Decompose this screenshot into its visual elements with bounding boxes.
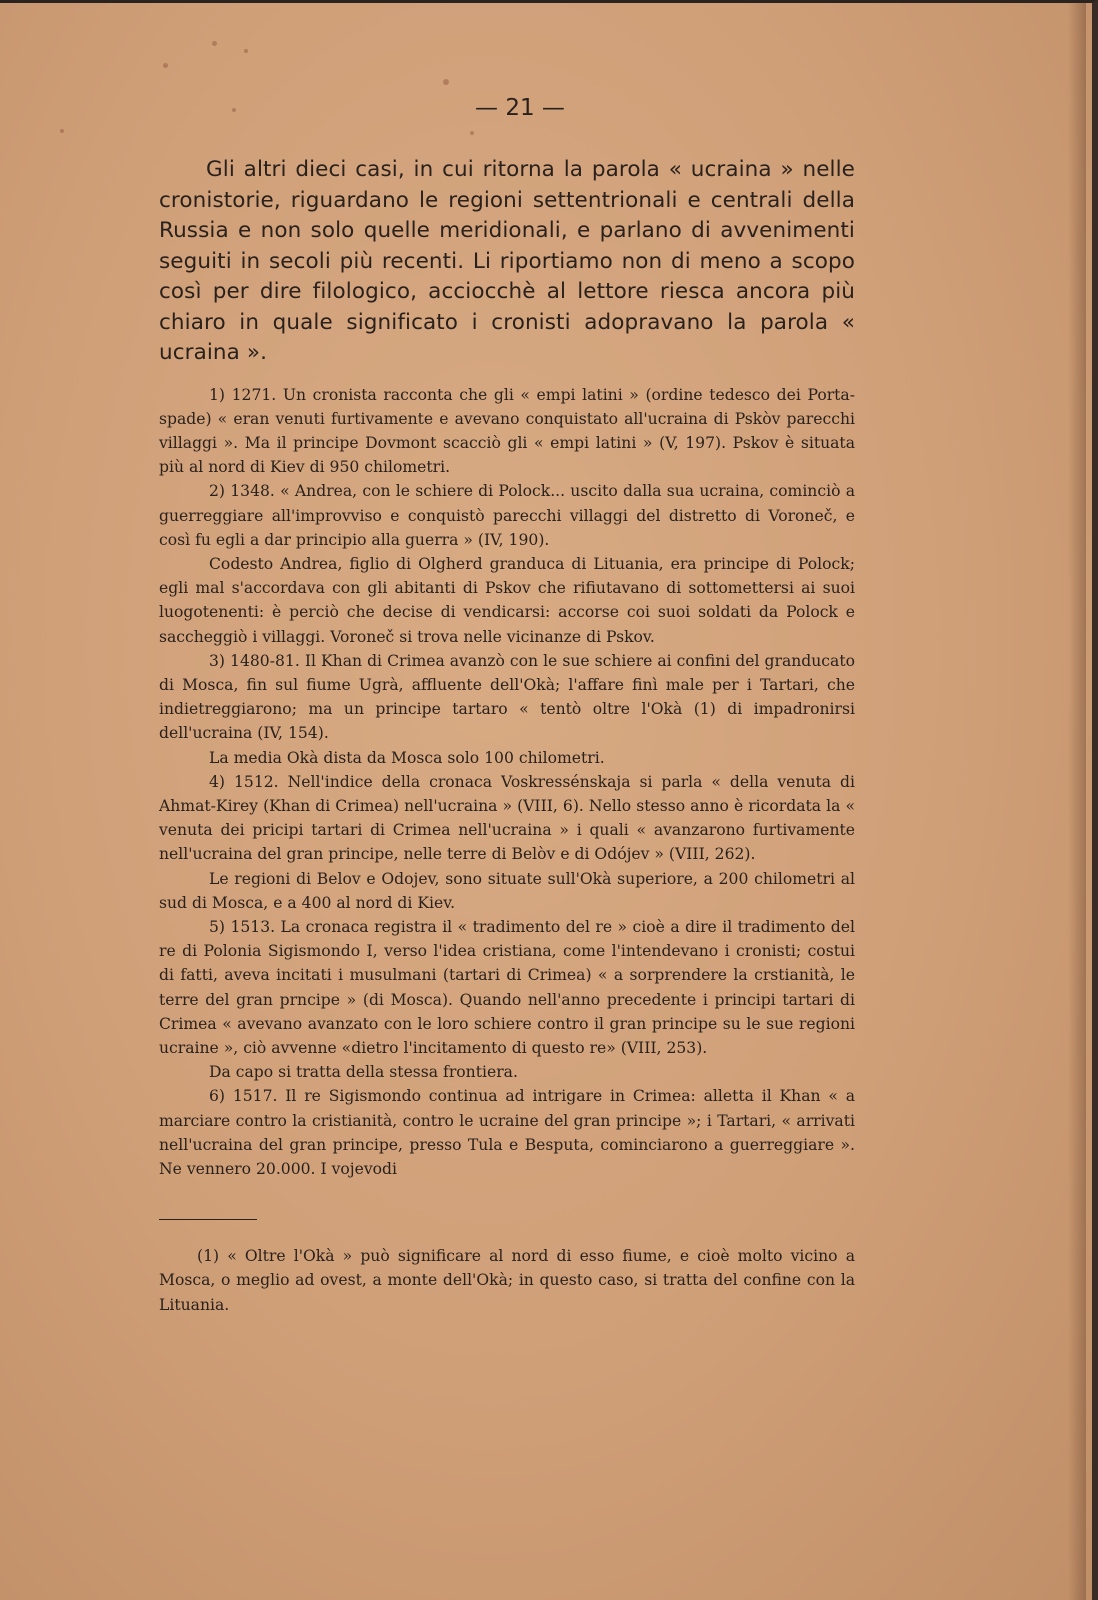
intro-section <box>159 155 855 369</box>
paper-speck <box>244 49 248 53</box>
footnote-section <box>159 1244 855 1317</box>
entry-paragraph: 2) 1348. « Andrea, con le schiere di Polock... uscito dalla sua ucraina, cominciò a guerreggiare all'improvviso e conquistò parecchi villaggi del distretto di Voroneč, e così fu egli a dar principio alla guerra » (IV, 190). <box>159 482 855 549</box>
intro-paragraph: Gli altri dieci casi, in cui ritorna la parola « ucraina » nelle cronistorie, riguardano le regioni settentrionali e centrali della Russia e non solo quelle meridionali, e parlano di avvenimenti seguiti in secoli più recenti. Li riportiamo non di meno a scopo così per dire filologico, acciocchè al lettore riesca ancora più chiaro in quale significato i cronisti adopravano la parola « ucraina ». <box>159 157 855 365</box>
entry-paragraph: Codesto Andrea, figlio di Olgherd granduca di Lituania, era principe di Polock; egli mal s'accordava con gli abitanti di Pskov che rifiutavano di sottomettersi ai suoi luogotenenti: è perciò che decise di vendicarsi: accorse coi suoi soldati da Polock e saccheggiò i villaggi. Voroneč si trova nelle vicinanze di Pskov. <box>159 554 855 646</box>
entry-paragraph: 6) 1517. Il re Sigismondo continua ad intrigare in Crimea: alletta il Khan « a marciare contro la cristianità, contro le ucraine del gran principe »; i Tartari, « arrivati nell'ucraina del gran principe, presso Tula e Besputa, cominciarono a guerreggiare ». Ne vennero 20.000. I vojevodi <box>159 1087 855 1178</box>
footnote-divider <box>159 1219 257 1220</box>
paper-speck <box>212 41 217 46</box>
entry-paragraph: Le regioni di Belov e Odojev, sono situate sull'Okà superiore, a 200 chilometri al sud di Mosca, e a 400 al nord di Kiev. <box>159 869 855 912</box>
paper-speck <box>470 131 474 135</box>
paper-speck <box>443 79 449 85</box>
page-body <box>159 155 855 1317</box>
chronicle-entries <box>159 383 855 1182</box>
entry-paragraph: 3) 1480-81. Il Khan di Crimea avanzò con le sue schiere ai confini del granducato di Mosca, fin sul fiume Ugrà, affluente dell'Okà; l'affare finì male per i Tartari, che indietreggiarono; ma un principe tartaro « tentò oltre l'Okà (1) di impadronirsi dell'ucraina (IV, 154). <box>159 651 855 743</box>
entry-paragraph: Da capo si tratta della stessa frontiera. <box>209 1063 518 1082</box>
page-spine-shadow <box>1068 3 1086 1600</box>
footnote-text: (1) « Oltre l'Okà » può significare al nord di esso fiume, e cioè molto vicino a Mosca, o meglio ad ovest, a monte dell'Okà; in questo caso, si tratta del confine con la Lituania. <box>159 1247 855 1314</box>
paper-speck <box>163 63 168 68</box>
paper-speck <box>60 129 64 133</box>
entry-paragraph: 4) 1512. Nell'indice della cronaca Voskressénskaja si parla « della venuta di Ahmat-Kirey (Khan di Crimea) nell'ucraina » (VIII, 6). Nello stesso anno è ricordata la « venuta dei pricipi tartari di Crimea nell'ucraina » i quali « avanzarono furtivamente nell'ucraina del gran principe, nelle terre di Belòv e di Odójev » (VIII, 262). <box>159 772 855 864</box>
entry-paragraph: 5) 1513. La cronaca registra il « tradimento del re » cioè a dire il tradimento del re di Polonia Sigismondo I, verso l'idea cristiana, come l'intendevano i cronisti; costui di fatti, aveva incitati i musulmani (tartari di Crimea) « a sorprendere la crstianità, le terre del gran prncipe » (di Mosca). Quando nell'anno precedente i principi tartari di Crimea « avevano avanzato con le loro schiere contro il gran principe su le sue regioni ucraine », ciò avvenne «dietro l'incitamento di questo re» (VIII, 253). <box>159 917 855 1057</box>
entry-paragraph: 1) 1271. Un cronista racconta che gli « empi latini » (ordine tedesco dei Porta-spade) « eran venuti furtivamente e avevano conquistato all'ucraina di Pskòv parecchi villaggi ». Ma il principe Dovmont scacciò gli « empi latini » (V, 197). Pskov è situata più al nord di Kiev di 950 chilometri. <box>159 385 855 477</box>
page-number: — 21 — <box>475 95 565 121</box>
entry-paragraph: La media Okà dista da Mosca solo 100 chilometri. <box>209 748 605 767</box>
